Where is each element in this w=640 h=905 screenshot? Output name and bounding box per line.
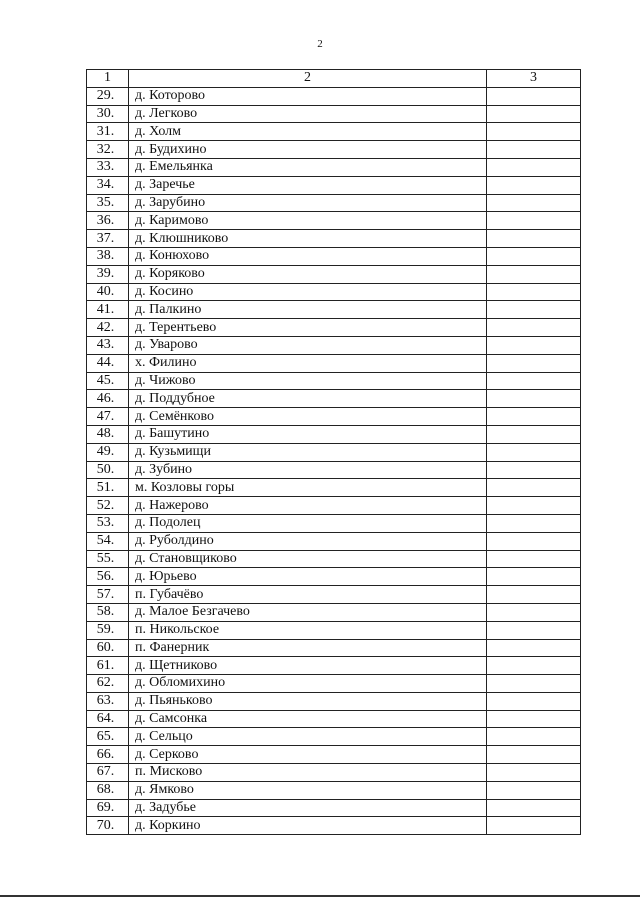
table-header-row xyxy=(87,70,581,88)
row-number-cell: 37. xyxy=(87,230,129,248)
settlement-name-cell: п. Фанерник xyxy=(129,639,487,657)
column-3-cell xyxy=(487,532,581,550)
column-3-cell xyxy=(487,265,581,283)
settlement-name-cell: д. Холм xyxy=(129,123,487,141)
settlement-name-cell: д. Самсонка xyxy=(129,710,487,728)
table-row xyxy=(87,105,581,123)
footer-rule xyxy=(0,895,640,897)
row-number-cell: 46. xyxy=(87,390,129,408)
column-3-cell xyxy=(487,212,581,230)
row-number-cell: 54. xyxy=(87,532,129,550)
table-row xyxy=(87,603,581,621)
table-row xyxy=(87,141,581,159)
settlement-name-cell: д. Каримово xyxy=(129,212,487,230)
settlement-name-cell: д. Задубье xyxy=(129,799,487,817)
table-row xyxy=(87,283,581,301)
table-row xyxy=(87,621,581,639)
table-row xyxy=(87,675,581,693)
table-row xyxy=(87,764,581,782)
table-row xyxy=(87,497,581,515)
row-number-cell: 60. xyxy=(87,639,129,657)
table-row xyxy=(87,461,581,479)
row-number-cell: 48. xyxy=(87,425,129,443)
row-number-cell: 67. xyxy=(87,764,129,782)
column-3-cell xyxy=(487,390,581,408)
settlement-name-cell: д. Терентьево xyxy=(129,319,487,337)
column-3-cell xyxy=(487,443,581,461)
row-number-cell: 61. xyxy=(87,657,129,675)
row-number-cell: 35. xyxy=(87,194,129,212)
column-3-cell xyxy=(487,675,581,693)
table-row xyxy=(87,372,581,390)
table-row xyxy=(87,532,581,550)
row-number-cell: 69. xyxy=(87,799,129,817)
settlement-name-cell: д. Коркино xyxy=(129,817,487,835)
row-number-cell: 59. xyxy=(87,621,129,639)
table-row xyxy=(87,301,581,319)
settlement-name-cell: д. Заречье xyxy=(129,176,487,194)
column-3-cell xyxy=(487,87,581,105)
column-3-cell xyxy=(487,408,581,426)
column-3-cell xyxy=(487,105,581,123)
column-3-cell xyxy=(487,283,581,301)
row-number-cell: 30. xyxy=(87,105,129,123)
row-number-cell: 62. xyxy=(87,675,129,693)
settlement-name-cell: д. Щетниково xyxy=(129,657,487,675)
settlement-name-cell: х. Филино xyxy=(129,354,487,372)
table-row xyxy=(87,123,581,141)
table-row xyxy=(87,781,581,799)
table-row xyxy=(87,817,581,835)
row-number-cell: 51. xyxy=(87,479,129,497)
settlement-name-cell: д. Сельцо xyxy=(129,728,487,746)
settlement-name-cell: д. Семёнково xyxy=(129,408,487,426)
settlement-name-cell: д. Башутино xyxy=(129,425,487,443)
row-number-cell: 64. xyxy=(87,710,129,728)
table-body xyxy=(87,70,581,835)
settlement-name-cell: д. Легково xyxy=(129,105,487,123)
column-3-cell xyxy=(487,123,581,141)
page-number: 2 xyxy=(317,38,323,50)
table-row xyxy=(87,319,581,337)
table-row xyxy=(87,194,581,212)
table-row xyxy=(87,568,581,586)
column-3-cell xyxy=(487,746,581,764)
settlement-name-cell: д. Руболдино xyxy=(129,532,487,550)
settlement-name-cell: д. Клюшниково xyxy=(129,230,487,248)
table-row xyxy=(87,390,581,408)
column-3-cell xyxy=(487,194,581,212)
settlement-name-cell: д. Косино xyxy=(129,283,487,301)
settlement-name-cell: д. Кузьмищи xyxy=(129,443,487,461)
settlement-name-cell: д. Серково xyxy=(129,746,487,764)
settlement-name-cell: д. Пьяньково xyxy=(129,692,487,710)
settlement-name-cell: д. Юрьево xyxy=(129,568,487,586)
column-3-cell xyxy=(487,781,581,799)
column-header-2: 2 xyxy=(129,70,487,88)
settlement-name-cell: д. Нажерово xyxy=(129,497,487,515)
row-number-cell: 52. xyxy=(87,497,129,515)
row-number-cell: 63. xyxy=(87,692,129,710)
table-row xyxy=(87,799,581,817)
table-row xyxy=(87,550,581,568)
table-row xyxy=(87,158,581,176)
column-3-cell xyxy=(487,497,581,515)
column-3-cell xyxy=(487,639,581,657)
settlement-name-cell: п. Губачёво xyxy=(129,586,487,604)
table-row xyxy=(87,514,581,532)
settlement-name-cell: д. Будихино xyxy=(129,141,487,159)
table-row xyxy=(87,728,581,746)
column-3-cell xyxy=(487,692,581,710)
row-number-cell: 49. xyxy=(87,443,129,461)
table-row xyxy=(87,586,581,604)
row-number-cell: 39. xyxy=(87,265,129,283)
column-3-cell xyxy=(487,372,581,390)
table-row xyxy=(87,425,581,443)
column-header-1: 1 xyxy=(87,70,129,88)
table-row xyxy=(87,176,581,194)
table-row xyxy=(87,443,581,461)
row-number-cell: 50. xyxy=(87,461,129,479)
settlement-name-cell: д. Емельянка xyxy=(129,158,487,176)
settlements-table xyxy=(86,69,581,835)
column-3-cell xyxy=(487,621,581,639)
table-row xyxy=(87,479,581,497)
settlement-name-cell: д. Поддубное xyxy=(129,390,487,408)
column-header-3: 3 xyxy=(487,70,581,88)
table-row xyxy=(87,354,581,372)
table-row xyxy=(87,230,581,248)
column-3-cell xyxy=(487,176,581,194)
table-row xyxy=(87,657,581,675)
row-number-cell: 55. xyxy=(87,550,129,568)
settlement-name-cell: д. Зарубино xyxy=(129,194,487,212)
row-number-cell: 47. xyxy=(87,408,129,426)
row-number-cell: 34. xyxy=(87,176,129,194)
settlement-name-cell: м. Козловы горы xyxy=(129,479,487,497)
column-3-cell xyxy=(487,158,581,176)
row-number-cell: 53. xyxy=(87,514,129,532)
row-number-cell: 31. xyxy=(87,123,129,141)
settlement-name-cell: д. Чижово xyxy=(129,372,487,390)
row-number-cell: 38. xyxy=(87,247,129,265)
column-3-cell xyxy=(487,479,581,497)
row-number-cell: 45. xyxy=(87,372,129,390)
settlement-name-cell: д. Которово xyxy=(129,87,487,105)
column-3-cell xyxy=(487,657,581,675)
column-3-cell xyxy=(487,817,581,835)
row-number-cell: 56. xyxy=(87,568,129,586)
table-row xyxy=(87,746,581,764)
column-3-cell xyxy=(487,319,581,337)
table-row xyxy=(87,408,581,426)
row-number-cell: 68. xyxy=(87,781,129,799)
column-3-cell xyxy=(487,425,581,443)
settlement-name-cell: п. Мисково xyxy=(129,764,487,782)
row-number-cell: 58. xyxy=(87,603,129,621)
row-number-cell: 70. xyxy=(87,817,129,835)
row-number-cell: 33. xyxy=(87,158,129,176)
column-3-cell xyxy=(487,354,581,372)
table-row xyxy=(87,247,581,265)
row-number-cell: 40. xyxy=(87,283,129,301)
table-row xyxy=(87,87,581,105)
settlement-name-cell: д. Уварово xyxy=(129,336,487,354)
settlement-name-cell: д. Ямково xyxy=(129,781,487,799)
table-row xyxy=(87,336,581,354)
settlement-name-cell: д. Палкино xyxy=(129,301,487,319)
row-number-cell: 57. xyxy=(87,586,129,604)
row-number-cell: 29. xyxy=(87,87,129,105)
column-3-cell xyxy=(487,336,581,354)
table-row xyxy=(87,692,581,710)
settlement-name-cell: д. Зубино xyxy=(129,461,487,479)
column-3-cell xyxy=(487,586,581,604)
row-number-cell: 66. xyxy=(87,746,129,764)
column-3-cell xyxy=(487,799,581,817)
column-3-cell xyxy=(487,568,581,586)
row-number-cell: 41. xyxy=(87,301,129,319)
settlement-name-cell: д. Конюхово xyxy=(129,247,487,265)
row-number-cell: 43. xyxy=(87,336,129,354)
row-number-cell: 32. xyxy=(87,141,129,159)
row-number-cell: 42. xyxy=(87,319,129,337)
table-row xyxy=(87,212,581,230)
settlement-name-cell: д. Подолец xyxy=(129,514,487,532)
settlement-name-cell: д. Обломихино xyxy=(129,675,487,693)
column-3-cell xyxy=(487,230,581,248)
column-3-cell xyxy=(487,514,581,532)
row-number-cell: 36. xyxy=(87,212,129,230)
column-3-cell xyxy=(487,301,581,319)
column-3-cell xyxy=(487,461,581,479)
column-3-cell xyxy=(487,141,581,159)
column-3-cell xyxy=(487,247,581,265)
table-row xyxy=(87,639,581,657)
row-number-cell: 65. xyxy=(87,728,129,746)
table-row xyxy=(87,710,581,728)
column-3-cell xyxy=(487,550,581,568)
settlement-name-cell: д. Становщиково xyxy=(129,550,487,568)
column-3-cell xyxy=(487,728,581,746)
row-number-cell: 44. xyxy=(87,354,129,372)
settlement-name-cell: д. Малое Безгачево xyxy=(129,603,487,621)
table-row xyxy=(87,265,581,283)
column-3-cell xyxy=(487,710,581,728)
settlement-name-cell: д. Коряково xyxy=(129,265,487,283)
column-3-cell xyxy=(487,603,581,621)
settlement-name-cell: п. Никольское xyxy=(129,621,487,639)
column-3-cell xyxy=(487,764,581,782)
